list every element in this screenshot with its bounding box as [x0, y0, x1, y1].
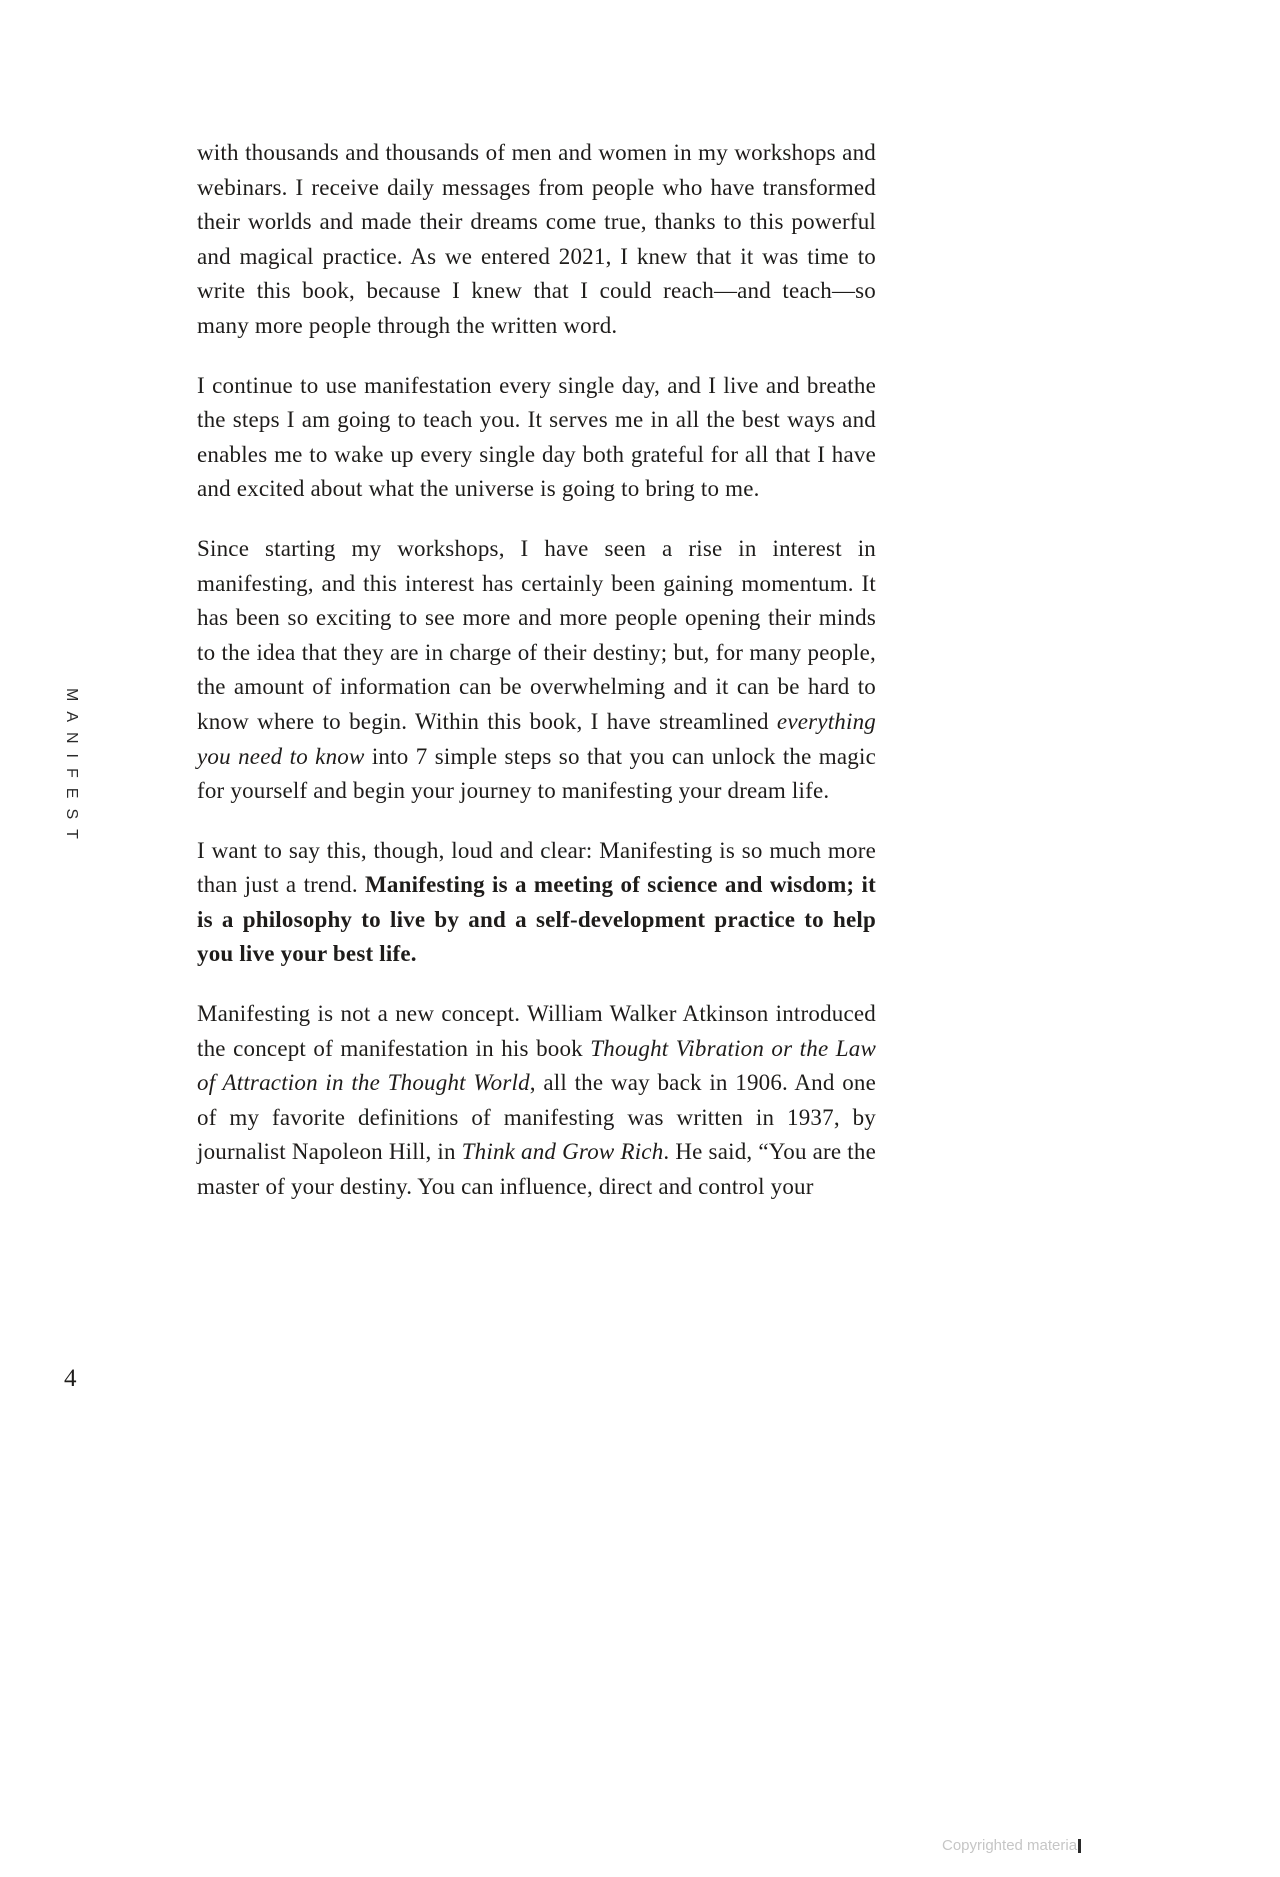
- paragraph: [197, 369, 876, 507]
- paragraph: [197, 997, 876, 1205]
- text-run: I want to say this, though, loud and clear: Manifesting is so much more than just a trend.: [197, 837, 876, 898]
- paragraph: [197, 532, 876, 809]
- paragraph: [197, 136, 876, 344]
- text-run: . He said, “You are the master of your destiny. You can influence, direct and control your: [197, 1139, 876, 1200]
- copyright-watermark: [942, 1837, 1081, 1854]
- text-run-italic: everything you need to know: [197, 708, 876, 769]
- text-run-italic: Think and Grow Rich: [461, 1139, 664, 1165]
- text-run-italic: Thought Vibration or the Law of Attraction in the Thought World: [197, 1035, 876, 1096]
- text-run-bold: Manifesting is a meeting of science and wisdom; it is a philosophy to live by and a self-development practice to help you live your best life.: [197, 872, 876, 967]
- text-run: into 7 simple steps so that you can unlock the magic for yourself and begin your journey to manifesting your dream life.: [197, 743, 877, 804]
- page-text: [197, 136, 876, 1230]
- book-spine-title: MANIFEST: [63, 688, 80, 849]
- text-run: Since starting my workshops, I have seen a rise in interest in manifesting, and this interest has certainly been gaining momentum. It has been so exciting to see more and more people opening their minds to the idea that they are in charge of their destiny; but, for many people, the amount of information can be overwhelming and it can be hard to know where to begin. Within this book, I have streamlined: [197, 535, 876, 734]
- text-run: with thousands and thousands of men and women in my workshops and webinars. I receive daily messages from people who have transformed their worlds and made their dreams come true, thanks to this powerful and magical practice. As we entered 2021, I knew that it was time to write this book, because I knew that I could reach—and teach—so many more people through the written word.: [197, 140, 876, 338]
- paragraph: [197, 834, 876, 972]
- page-number: 4: [64, 1365, 77, 1392]
- text-run: I continue to use manifestation every single day, and I live and breathe the steps I am going to teach you. It serves me in all the best ways and enables me to wake up every single day both grateful for all that I have and excited about what the universe is going to bring to me.: [197, 372, 876, 502]
- copyright-watermark-text: Copyrighted materia: [942, 1837, 1078, 1854]
- watermark-end-mark: [1078, 1839, 1081, 1853]
- text-run: , all the way back in 1906. And one of my favorite definitions of manifesting was written in 1937, by journalist Napoleon Hill, in: [197, 1070, 877, 1165]
- text-run: Manifesting is not a new concept. William Walker Atkinson introduced the concept of manifestation in his book: [197, 1001, 876, 1061]
